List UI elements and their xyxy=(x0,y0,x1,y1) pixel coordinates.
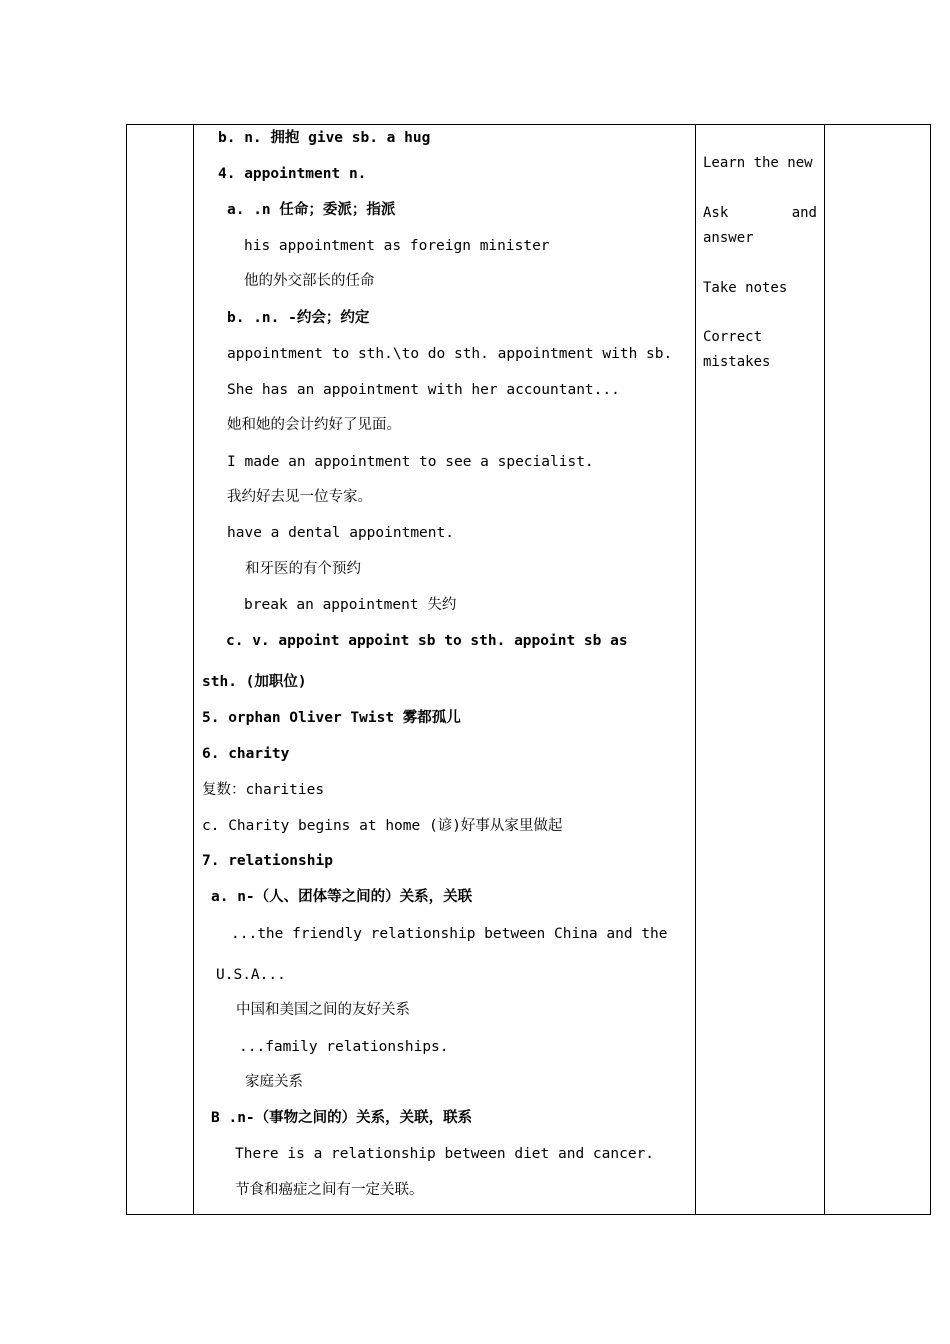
activity-and: and xyxy=(791,205,817,221)
activity-learn: Learn the new xyxy=(703,155,813,171)
activity-correct: Correct xyxy=(703,329,763,345)
content-line: break an appointment 失约 xyxy=(244,597,457,613)
column-divider xyxy=(193,125,194,1214)
content-line: a. n-（人、团体等之间的）关系，关联 xyxy=(211,889,473,905)
content-line: 7. relationship xyxy=(202,853,333,869)
content-line: 和牙医的有个预约 xyxy=(245,561,361,577)
content-line: a. .n 任命；委派；指派 xyxy=(227,202,396,218)
content-line: 复数：charities xyxy=(202,782,325,798)
content-line: I made an appointment to see a specialist. xyxy=(227,454,594,470)
content-line: U.S.A... xyxy=(216,967,286,983)
activity-ask: Ask xyxy=(703,205,729,221)
content-line: 他的外交部长的任命 xyxy=(244,273,375,289)
content-line: ...family relationships. xyxy=(239,1039,449,1055)
content-line: have a dental appointment. xyxy=(227,525,454,541)
content-line: 节食和癌症之间有一定关联。 xyxy=(235,1182,424,1198)
content-line: 中国和美国之间的友好关系 xyxy=(236,1002,410,1018)
activity-notes: Take notes xyxy=(703,280,788,296)
activity-ask-answer-row xyxy=(703,201,817,226)
content-line: b. n. 拥抱 give sb. a hug xyxy=(218,130,431,146)
activity-mistakes: mistakes xyxy=(703,354,771,370)
content-line: 她和她的会计约好了见面。 xyxy=(227,417,401,433)
activity-answer: answer xyxy=(703,230,754,246)
content-line: sth. (加职位) xyxy=(202,674,307,690)
content-line: 5. orphan Oliver Twist 雾都孤儿 xyxy=(202,710,461,726)
content-line: 家庭关系 xyxy=(245,1074,303,1090)
content-line: 4. appointment n. xyxy=(218,166,367,182)
content-line: appointment to sth.\to do sth. appointment with sb. xyxy=(227,346,673,362)
content-line: b. .n. -约会；约定 xyxy=(227,310,370,326)
content-line: ...the friendly relationship between China and the xyxy=(231,926,668,942)
content-line: She has an appointment with her accountant... xyxy=(227,382,620,398)
content-line: his appointment as foreign minister xyxy=(244,238,550,254)
column-divider xyxy=(824,125,825,1214)
content-line: c. Charity begins at home (谚)好事从家里做起 xyxy=(202,818,563,834)
content-line: c. v. appoint appoint sb to sth. appoint sb as xyxy=(226,633,628,649)
content-line: There is a relationship between diet and cancer. xyxy=(235,1146,655,1162)
content-line: 我约好去见一位专家。 xyxy=(227,489,372,505)
content-line: B .n-（事物之间的）关系，关联，联系 xyxy=(211,1110,473,1126)
content-line: 6. charity xyxy=(202,746,290,762)
column-divider xyxy=(695,125,696,1214)
